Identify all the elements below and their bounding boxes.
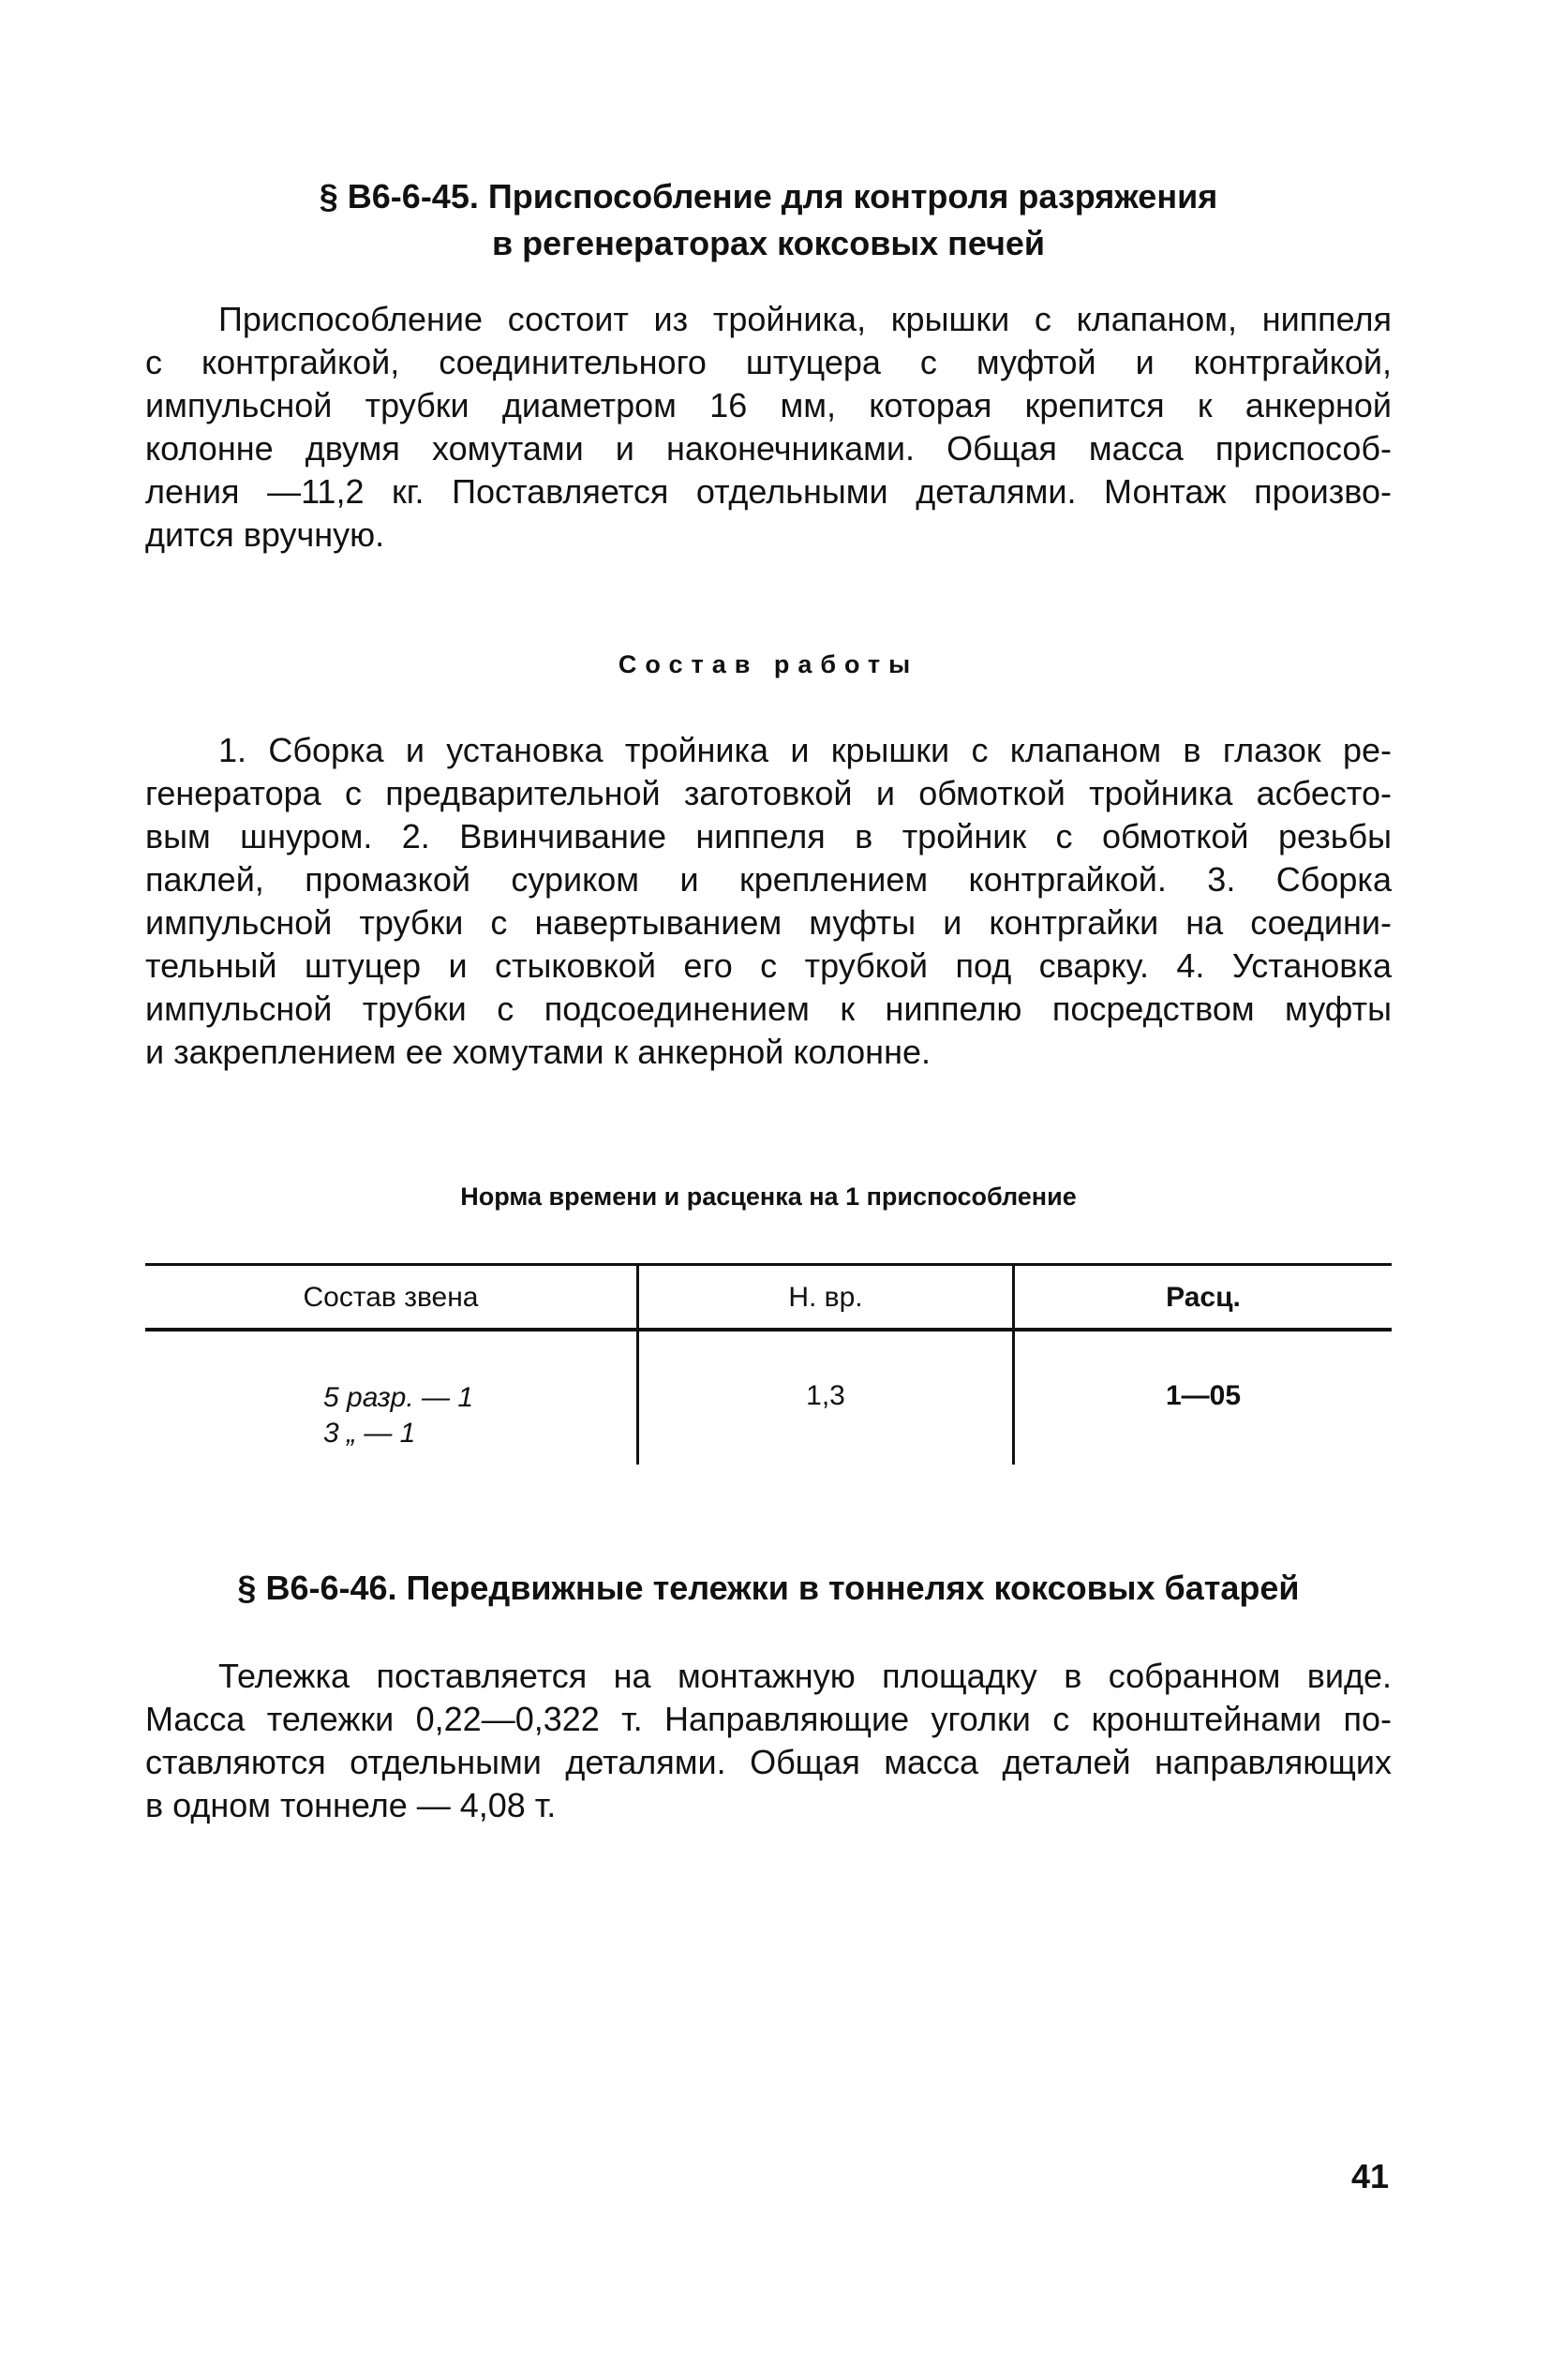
paragraph-line: генератора с предварительной заготовкой и обмоткой тройника асбесто- <box>145 774 1392 812</box>
paragraph-line: колонне двумя хомутами и наконечниками. Общая масса приспособ- <box>145 429 1392 468</box>
paragraph-line: Приспособление состоит из тройника, крышки с клапаном, ниппеля <box>218 300 1392 338</box>
section-title-b6-6-46: § В6-6-46. Передвижные тележки в тоннелях коксовых батарей <box>237 1569 1300 1607</box>
section-title-line: в регенераторах коксовых печей <box>491 224 1046 262</box>
paragraph-line: и закреплением ее хомутами к анкерной колонне. <box>145 1033 931 1071</box>
table-header-price: Расц. <box>1166 1282 1241 1313</box>
work-description <box>145 729 1392 1074</box>
work-heading: Состав работы <box>618 650 919 678</box>
paragraph-line: ления —11,2 кг. Поставляется отдельными деталями. Монтаж произво- <box>145 472 1392 511</box>
paragraph-line: импульсной трубки с подсоединением к ниппелю посредством муфты <box>145 989 1392 1028</box>
paragraph-line: дится вручную. <box>145 515 385 554</box>
section2-description <box>145 1655 1392 1827</box>
paragraph-line: импульсной трубки с навертыванием муфты и контргайки на соедини- <box>145 903 1392 942</box>
paragraph-line: ставляются отдельными деталями. Общая масса деталей направляющих <box>145 1743 1392 1781</box>
section-description <box>145 298 1392 557</box>
paragraph-line: Тележка поставляется на монтажную площадку в собранном виде. <box>218 1657 1392 1695</box>
section-title-line: § В6-6-45. Приспособление для контроля разряжения <box>319 177 1218 216</box>
norm-table <box>145 1263 1392 1465</box>
paragraph-line: импульсной трубки диаметром 16 мм, которая крепится к анкерной <box>145 386 1392 424</box>
crew-line: 5 разр. — 1 <box>323 1382 474 1413</box>
paragraph-line: тельный штуцер и стыковкой его с трубкой под сварку. 4. Установка <box>145 946 1392 985</box>
norm-caption: Норма времени и расценка на 1 приспособление <box>460 1183 1077 1211</box>
paragraph-line: в одном тоннеле — 4,08 т. <box>145 1786 557 1824</box>
table-header-time: Н. вр. <box>788 1282 863 1313</box>
table-header-rule <box>145 1328 1392 1331</box>
paragraph-line: с контргайкой, соединительного штуцера с муфтой и контргайкой, <box>145 343 1392 381</box>
paragraph-line: Масса тележки 0,22—0,322 т. Направляющие уголки с кронштейнами по- <box>145 1700 1392 1738</box>
section-title-b6-6-45 <box>145 173 1392 267</box>
paragraph-line: 1. Сборка и установка тройника и крышки с клапаном в глазок ре- <box>218 731 1392 769</box>
crew-line: 3 „ — 1 <box>323 1418 416 1449</box>
page-number: 41 <box>1350 2157 1389 2195</box>
table-top-rule <box>145 1263 1392 1266</box>
paragraph-line: вым шнуром. 2. Ввинчивание ниппеля в тройник с обмоткой резьбы <box>145 817 1392 855</box>
table-cell-price: 1—05 <box>1165 1380 1242 1411</box>
table-cell-time: 1,3 <box>806 1380 845 1411</box>
table-cell-crew <box>323 1380 539 1451</box>
table-header-crew: Состав звена <box>303 1282 479 1313</box>
paragraph-line: паклей, промазкой суриком и креплением контргайкой. 3. Сборка <box>145 860 1392 899</box>
